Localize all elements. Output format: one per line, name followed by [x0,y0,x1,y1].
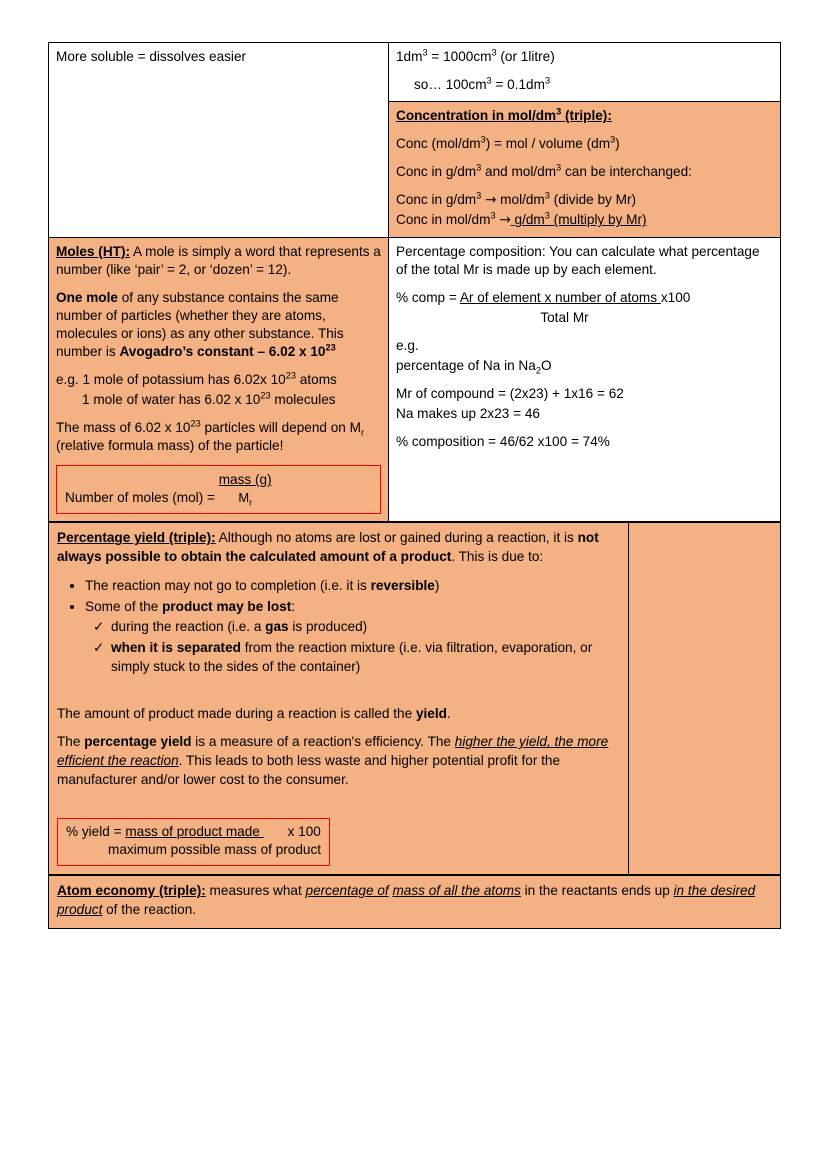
sup: 3 [610,134,616,145]
volume-conversion-line2: so… $100cm^3 = 0.1dm^3$ [414,75,551,93]
sub: r [360,427,365,438]
list-item: ✓ during the reaction (i.e. a gas is produced) [111,618,620,637]
sup: 23 [285,370,297,381]
concentration-heading: Concentration in mol/$dm^3$ (triple): [396,106,612,124]
yield-definition: The amount of product made during a reaction is called the yield. [57,705,451,721]
sup: 3 [491,47,497,58]
concentration-convert-1: Conc in $g/dm^3 \to mol/dm^3$ (divide by Mr) [396,190,636,209]
sup: 3 [544,190,550,201]
sup: 3 [480,134,486,145]
percentage-composition-intro: Percentage composition: You can calculate what percentage of the total Mr is made up by each element. [396,243,760,277]
yield-efficiency: The percentage yield is a measure of a reaction's efficiency. The higher the yield, the more efficient the reaction. This leads to both less waste and higher potential profit for the manufacturer and/or lower cost to the consumer. [57,734,609,787]
cell-blank-right [629,523,781,875]
na-mass-calculation: Na makes up 2x23 = 46 [396,406,540,422]
atom-economy-text: Atom economy (triple): measures what percentage of mass of all the atoms in the reactants ends up in the desired product of the reaction. [57,883,756,917]
yield-formula-line1: % yield = mass of product made x 100 [66,823,321,839]
concentration-formula: Conc $(mol/dm^3)$ = mol / volume $(dm^3)$ [396,134,620,152]
list-item: ✓ when it is separated from the reaction mixture (i.e. via filtration, evaporation, or simply stuck to the sides of the container) [111,639,620,677]
sup: 3 [476,162,482,173]
document-body [48,42,780,929]
moles-formula-fraction: $\frac{\text{mass (g)}}{M_r}$ [218,472,272,508]
sup: 3 [476,190,482,201]
percentage-composition-example-label: e.g. [396,337,419,353]
table-row [49,876,781,929]
one-mole-definition: One mole of any substance contains the same number of particles (whether they are atoms, molecules or ions) as any other substance. This number is Avogadro’s constant – 6.02 x $10^{23}$ [56,289,344,359]
moles-formula-label: Number of moles (mol) = [65,490,219,506]
sup: 3 [544,75,551,86]
cell-concentration [389,102,781,237]
moles-formula-box [56,465,381,514]
table-row [49,523,781,875]
yield-loss-bullets [57,577,620,677]
yield-loss-sub-bullets [85,618,620,676]
moles-definition: Moles (HT): A mole is simply a word that represents a number (like ‘pair’ = 2, or ‘dozen’ = 12). [56,243,381,277]
sup: 3 [544,210,550,221]
sup: 3 [486,75,492,86]
list-item: • The reaction may not go to completion (i.e. it is reversible) [85,577,620,596]
table-row [49,43,781,102]
arrow-right-icon: → [499,212,511,229]
cell-atom-economy [49,876,781,929]
sup: 3 [422,47,428,58]
composition-result: % composition = 46/62 x100 = 74% [396,434,610,450]
sup: 3 [490,210,496,221]
concentration-interchange: Conc in $g/dm^3$ and mol/$dm^3$ can be interchanged: [396,162,692,180]
moles-mass-note: The mass of 6.02 x $10^{23}$ particles will depend on $M_r$ (relative formula mass) of the particle! [56,418,365,454]
top-notes-table [48,42,781,522]
sup: 3 [556,162,562,173]
cell-percentage-composition [389,237,781,522]
sup: 3 [556,106,562,117]
sup: 23 [260,390,271,401]
moles-example-water: 1 mole of water has 6.02 x $10^{23}$ molecules [82,390,336,408]
volume-conversion-line1: $1dm^3 = 1000cm^3$ (or 1litre) [396,47,555,64]
cell-moles [49,237,389,522]
sup: 23 [190,418,201,429]
yield-formula-line2: maximum possible mass of product [108,842,322,858]
cell-solubility [49,43,389,238]
sub: r [249,497,253,508]
atom-economy-table [48,875,781,929]
sup: 23 [325,342,336,353]
arrow-right-icon: → [485,192,497,209]
yield-table [48,522,781,875]
concentration-convert-2: Conc in mol/$dm^3 \to g/dm^3$ (multiply by Mr) [396,210,647,229]
list-item: • Some of the product may be lost: ✓ during the reaction (i.e. a gas is produced) ✓ when it is separated from the reaction mixture (i.e. via filtration, evaporation, or simply stuck to the sides of the container) [85,598,620,677]
percentage-composition-example: percentage of Na in $Na_2O$ [396,357,552,376]
moles-example-potassium: e.g. 1 mole of potassium has 6.02x $10^{23}$ atoms [56,370,337,388]
sub: 2 [535,365,541,376]
cell-percentage-yield [49,523,629,875]
mr-calculation: Mr of compound = (2x23) + 1x16 = 62 [396,386,624,402]
percentage-composition-denominator: Total Mr [540,309,589,325]
table-row [49,237,781,522]
percentage-yield-intro: Percentage yield (triple): Although no atoms are lost or gained during a reaction, it is not always possible to obtain the calculated amount of a product. This is due to: [57,530,599,565]
solubility-text: More soluble = dissolves easier [56,49,247,64]
cell-volume-conversions [389,43,781,102]
yield-formula-box [57,818,330,867]
percentage-composition-formula: % comp = Ar of element x number of atoms x100 [396,289,691,305]
